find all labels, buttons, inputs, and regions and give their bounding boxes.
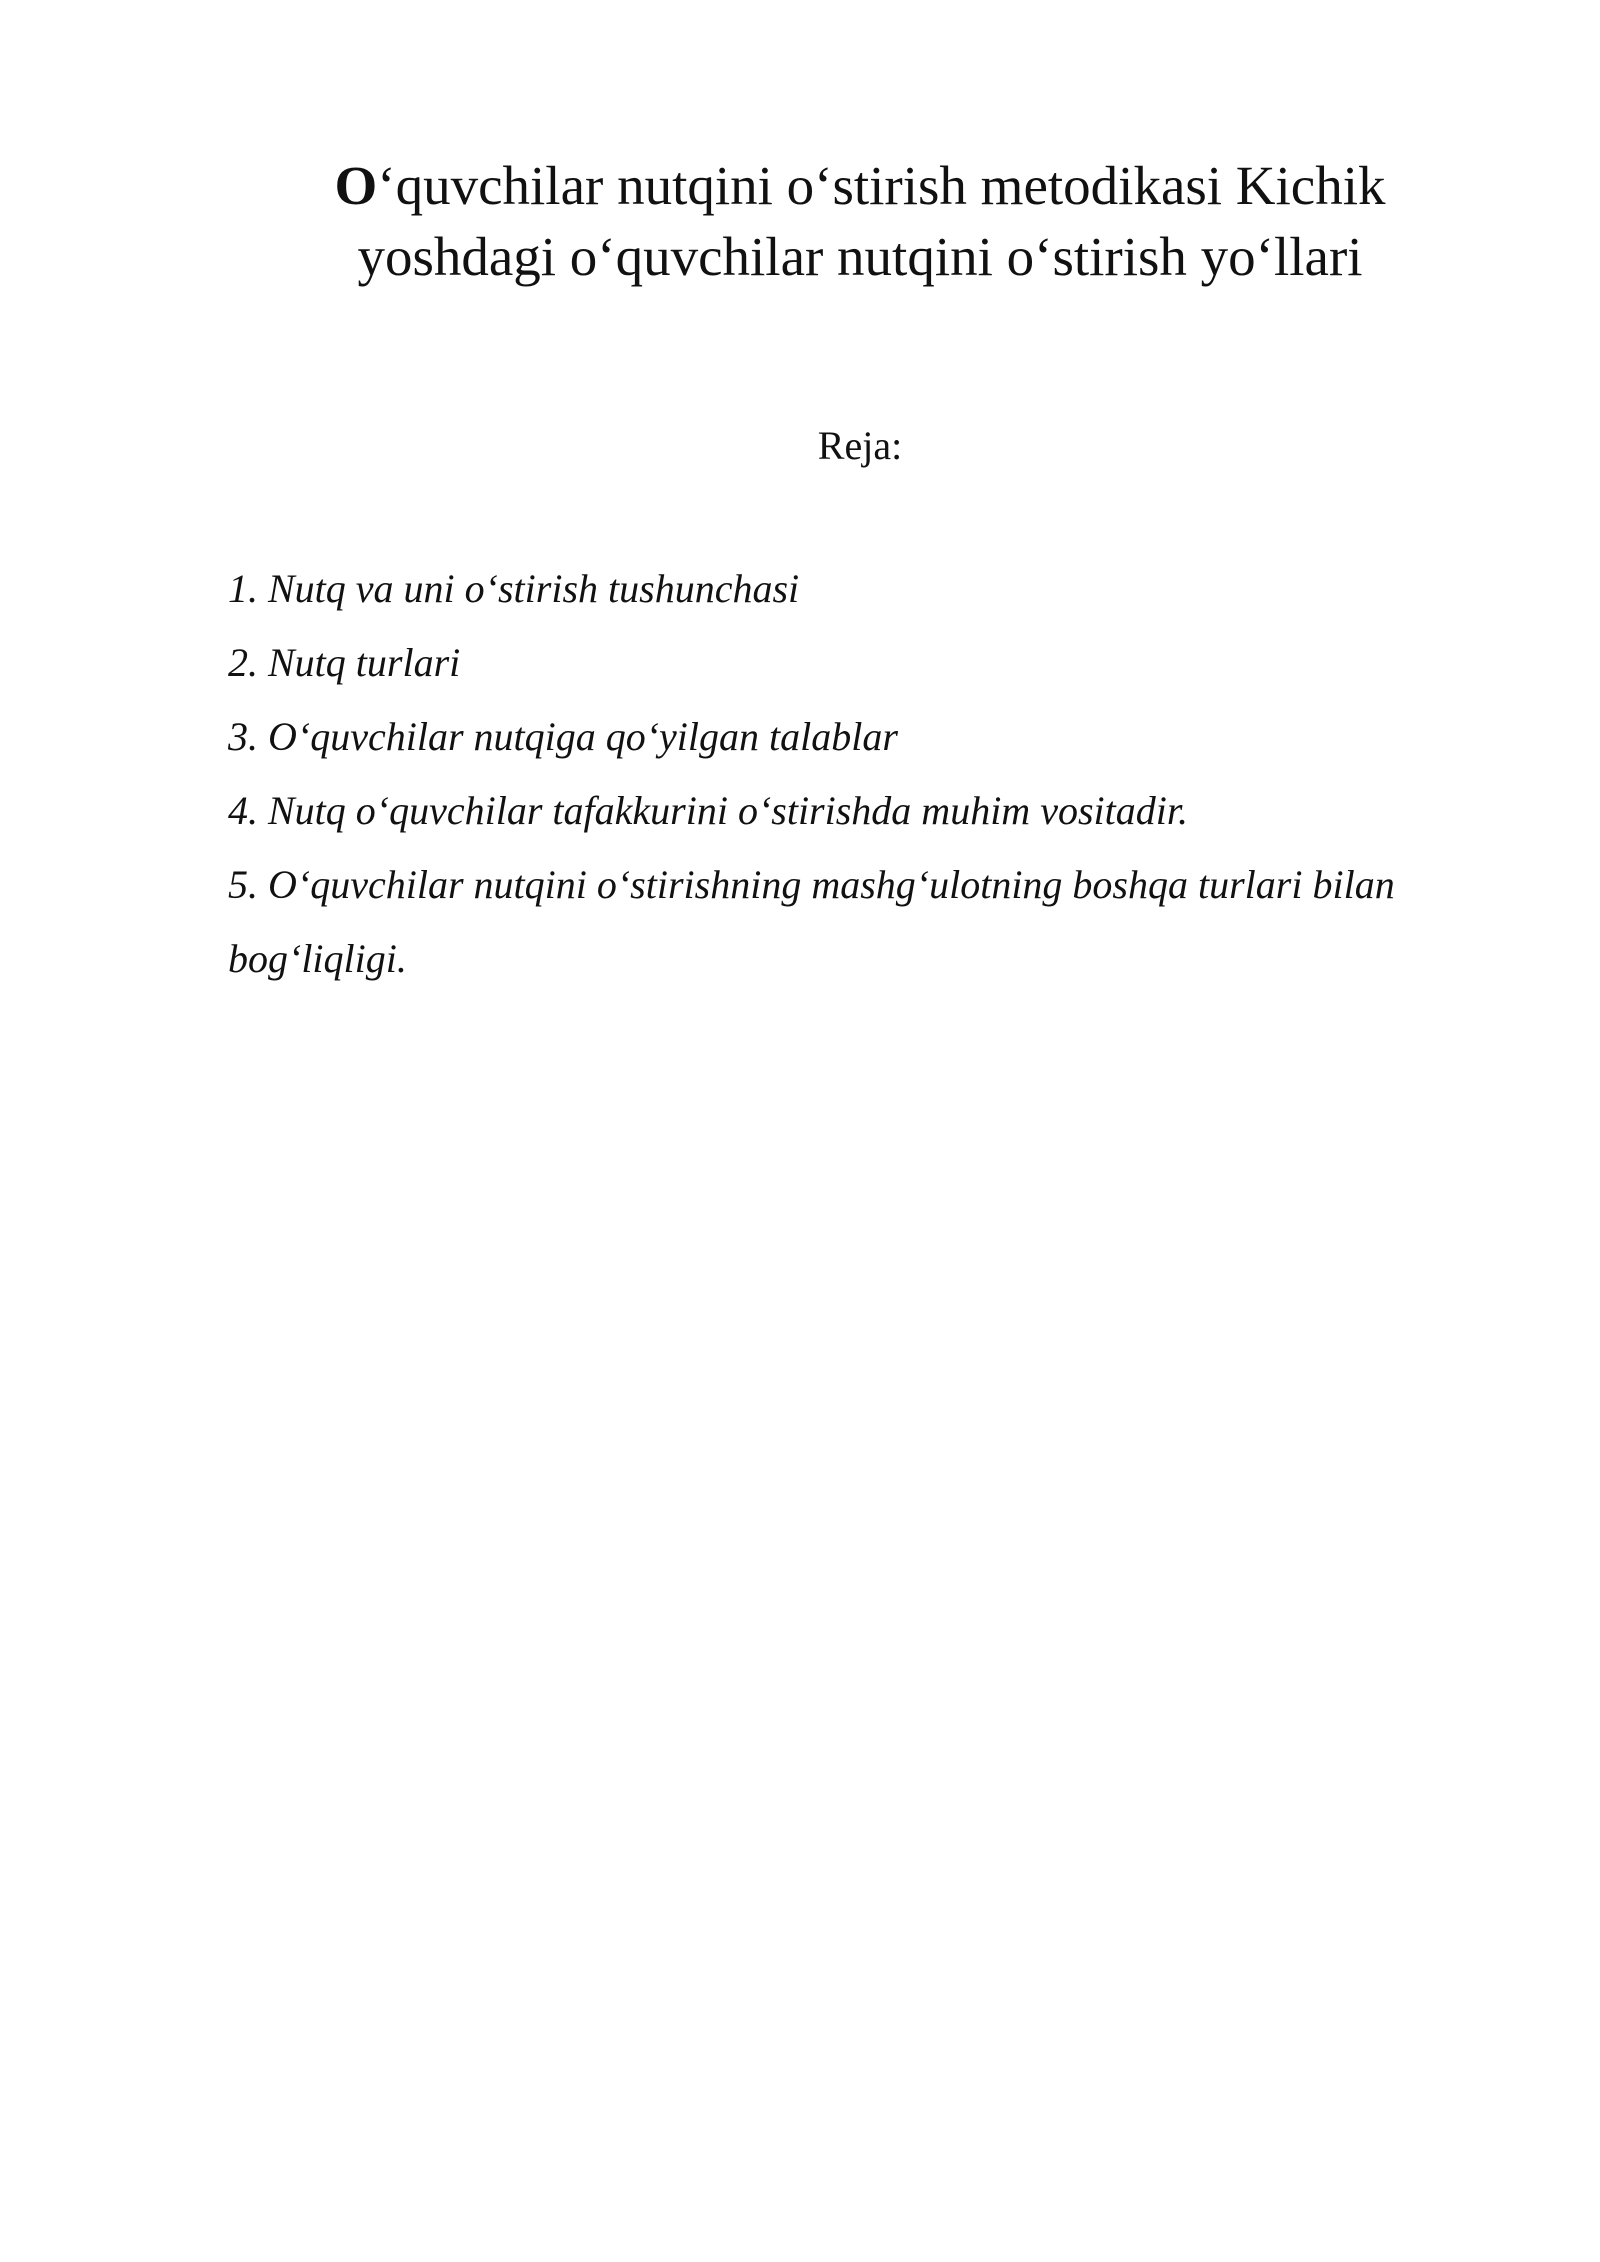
title-text: ‘quvchilar nutqini o‘stirish metodikasi Kichik yoshdagi o‘quvchilar nutqini o‘stirish yo‘llari <box>357 155 1386 287</box>
plan-heading: Reja: <box>817 423 903 468</box>
plan-item: 3. O‘quvchilar nutqiga qo‘yilgan talablar <box>228 714 898 759</box>
plan-item: 5. O‘quvchilar nutqini o‘stirishning mashg‘ulotning boshqa turlari bilan bog‘liqligi. <box>228 862 1395 981</box>
plan-item: 1. Nutq va uni o‘stirish tushunchasi <box>228 566 800 611</box>
plan-list <box>228 552 1518 996</box>
plan-item: 4. Nutq o‘quvchilar tafakkurini o‘stirishda muhim vositadir. <box>228 788 1188 833</box>
title-first-letter: O <box>334 155 378 216</box>
plan-item: 2. Nutq turlari <box>228 640 461 685</box>
document-title <box>230 150 1490 292</box>
